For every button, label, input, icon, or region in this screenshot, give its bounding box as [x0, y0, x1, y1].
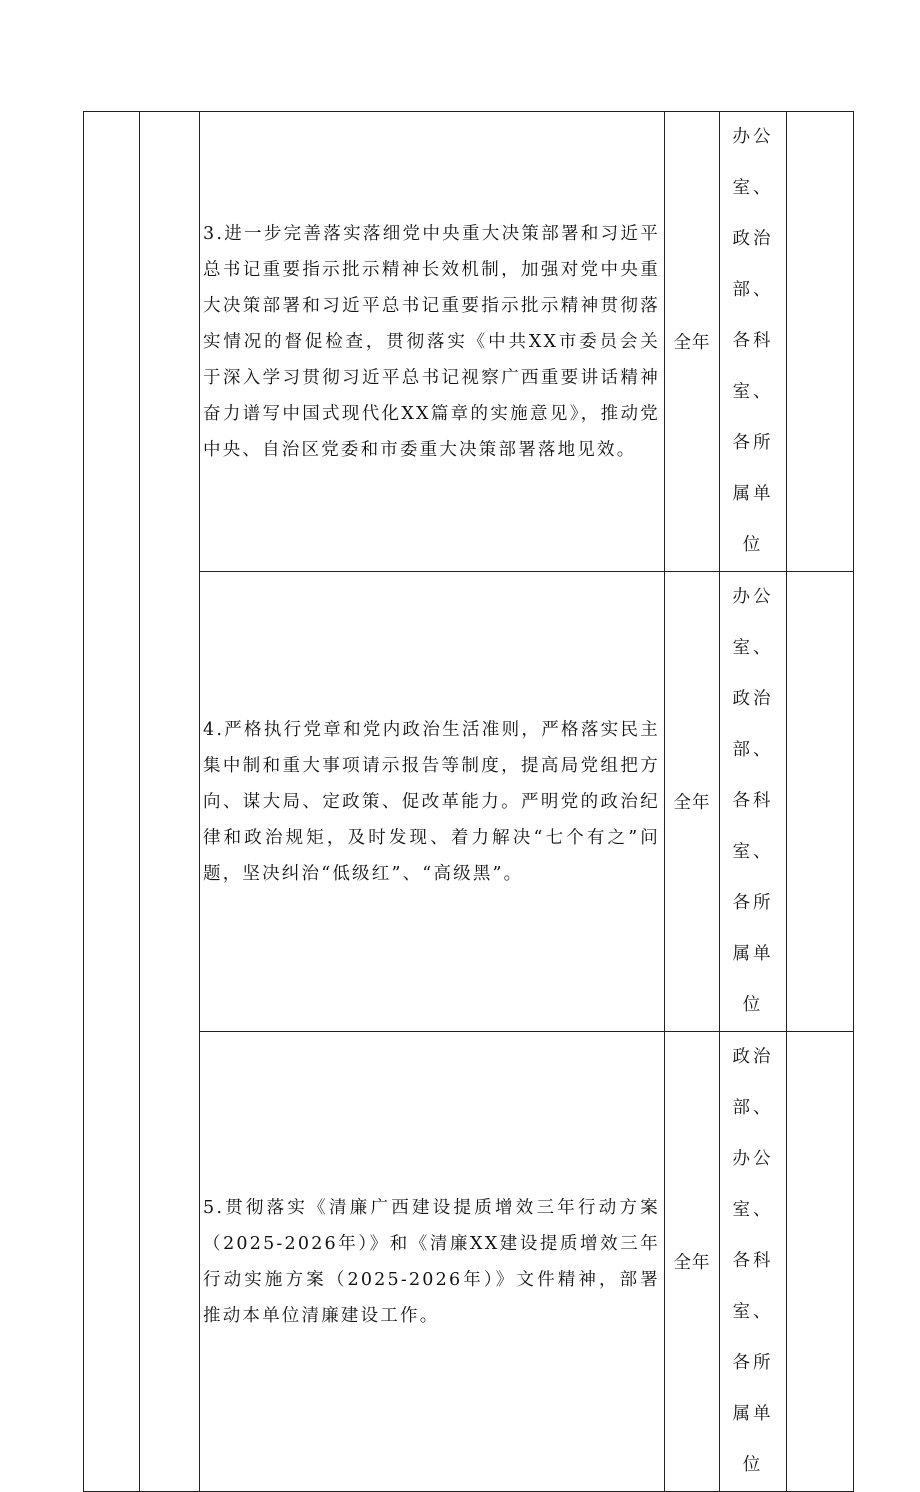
- task-cell: 5.贯彻落实《清廉广西建设提质增效三年行动方案（2025-2026年）》和《清廉XX建设提质增效三年行动实施方案（2025-2026年）》文件精神，部署推动本单位清廉建设工作。: [200, 1032, 665, 1492]
- table-row: [84, 112, 854, 572]
- department-cell: 办公室、政治部、各科室、各所属单位: [720, 572, 787, 1032]
- task-cell: 4.严格执行党章和党内政治生活准则，严格落实民主集中制和重大事项请示报告等制度，提高局党组把方向、谋大局、定政策、促改革能力。严明党的政治纪律和政治规矩，及时发现、着力解决“七个有之”问题，坚决纠治“低级红”、“高级黑”。: [200, 572, 665, 1032]
- task-cell: 3.进一步完善落实落细党中央重大决策部署和习近平总书记重要指示批示精神长效机制，加强对党中央重大决策部署和习近平总书记重要指示批示精神贯彻落实情况的督促检查，贯彻落实《中共XX市委员会关于深入学习贯彻习近平总书记视察广西重要讲话精神奋力谱写中国式现代化XX篇章的实施意见》，推动党中央、自治区党委和市委重大决策部署落地见效。: [200, 112, 665, 572]
- period-cell: 全年: [665, 572, 720, 1032]
- table-row: [84, 572, 854, 1032]
- subcategory-cell: [140, 112, 200, 1492]
- period-cell: 全年: [665, 1032, 720, 1492]
- work-plan-table: [83, 111, 854, 1492]
- note-cell: [787, 112, 854, 572]
- table-row: [84, 1032, 854, 1492]
- department-cell: 办公室、政治部、各科室、各所属单位: [720, 112, 787, 572]
- category-cell: [84, 112, 140, 1492]
- department-cell: 政治部、办公室、各科室、各所属单位: [720, 1032, 787, 1492]
- note-cell: [787, 572, 854, 1032]
- note-cell: [787, 1032, 854, 1492]
- period-cell: 全年: [665, 112, 720, 572]
